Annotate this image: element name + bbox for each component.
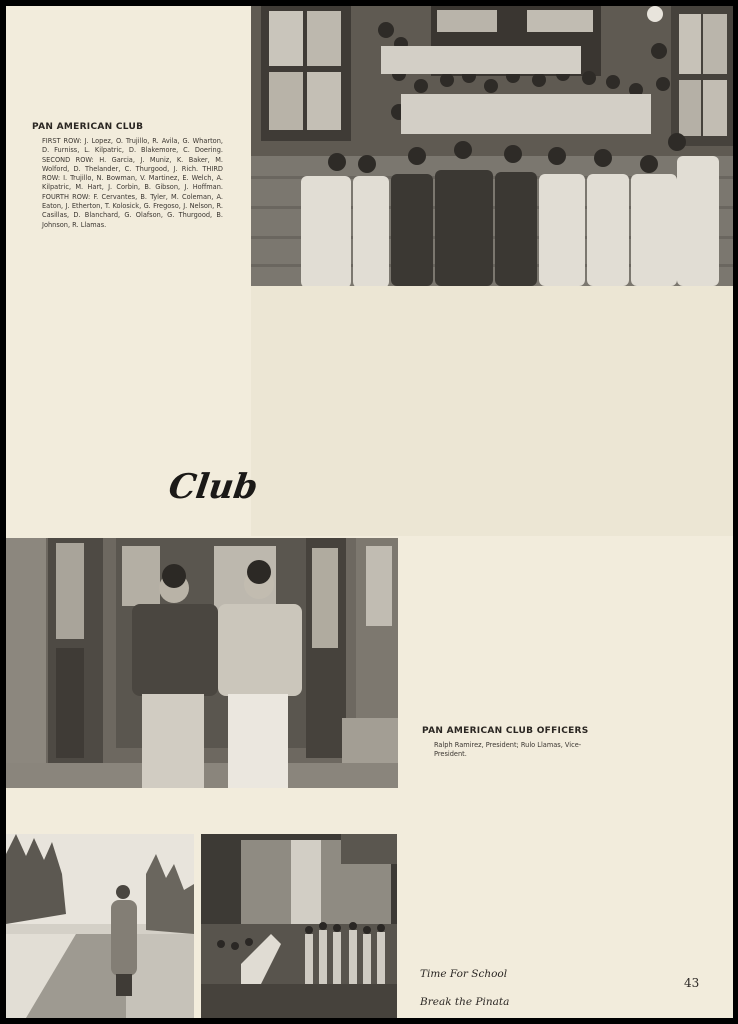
officers-caption-names: Ralph Ramirez, President; Rulo Llamas, Vice-President. [434,741,582,759]
officers-photo [6,538,398,788]
yearbook-page [6,6,733,1018]
officers-caption-title: PAN AMERICAN CLUB OFFICERS [422,726,589,736]
caption-break-the-pinata: Break the Pinata [420,996,510,1008]
group-caption-title: PAN AMERICAN CLUB [32,122,144,132]
section-title: Club [166,467,261,507]
time-for-school-photo [6,834,194,1018]
page-number: 43 [684,976,700,990]
group-photo [251,6,733,286]
caption-time-for-school: Time For School [420,968,508,980]
break-the-pinata-photo [201,834,397,1018]
middle-right-panel [251,286,733,536]
group-caption-names: FIRST ROW: J. Lopez, O. Trujillo, R. Avila, G. Wharton, D. Furniss, L. Kilpatric, D. Blakemore, C. Doering. SECOND ROW: H. Garcia, J. Muniz, K. Baker, M. Wolford, D. Thelander, C. Thurgood, J. Rich. THIRD ROW: I. Trujillo, N. Bowman, V. Martinez, E. Welch, A. Kilpatric, M. Hart, J. Corbin, B. Gibson, J. Hoffman. FOURTH ROW: F. Cervantes, B. Tyler, M. Coleman, A. Eaton, J. Etherton, T. Kolosick, G. Fregoso, J. Nelson, R. Casillas, D. Blanchard, G. Olafson, G. Thurgood, B. Johnson, R. Llamas. [42,137,223,229]
